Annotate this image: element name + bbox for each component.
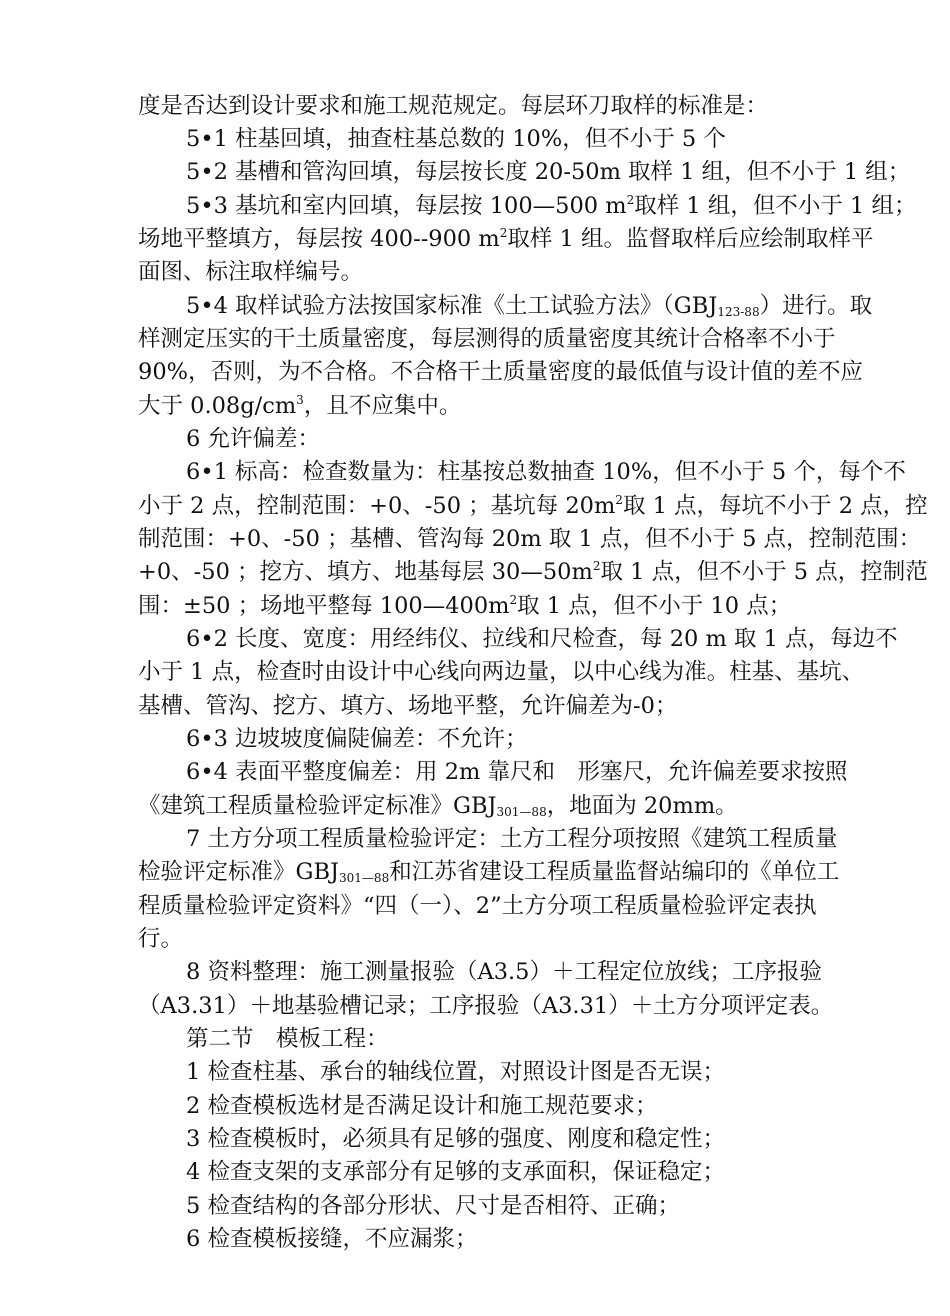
line-content [186,289,872,323]
text-line [0,89,950,123]
line-content [186,1055,725,1089]
text-segment: 和江苏省建设工程质量监督站编印的《单位工 [389,859,840,885]
text-segment: 取 1 点，但不小于 10 点； [517,593,792,619]
line-content [186,1155,725,1189]
text-segment: 1 检查柱基、承台的轴线位置，对照设计图是否无误； [186,1059,725,1085]
superscript: 2 [509,593,518,607]
text-line [0,489,950,523]
line-content [138,322,836,356]
superscript: 2 [615,493,623,507]
text-segment: 8 资料整理：施工测量报验（A3.5）＋工程定位放线；工序报验 [186,959,822,985]
text-segment: 程质量检验评定资料》“四（一）、2”土方分项工程质量检验评定表执 [138,893,817,919]
text-line [0,1155,950,1189]
line-content [138,555,928,589]
subscript: 301—88 [339,871,390,885]
text-line [0,1122,950,1156]
line-content [186,1089,657,1123]
text-segment: ，地面为 20mm。 [546,793,738,819]
text-segment: 行。 [138,926,184,952]
line-content [186,755,848,789]
superscript: 2 [592,559,601,573]
text-line [0,1055,950,1089]
line-content [186,1189,680,1223]
text-line [0,589,950,623]
line-content [138,655,864,689]
text-line [0,155,950,189]
text-line [0,1089,950,1123]
superscript: 2 [499,226,508,240]
line-content [186,1222,477,1256]
text-segment: 6•3 边坡坡度偏陡偏差：不允许； [186,726,528,752]
text-line [0,455,950,489]
text-segment: 度是否达到设计要求和施工规范规定。每层环刀取样的标准是： [138,93,769,119]
text-segment: 围：±50 ；场地平整每 100—400m [138,593,510,619]
text-segment: 检验评定标准》GBJ [138,859,340,885]
line-content [186,622,898,656]
text-line [0,922,950,956]
text-segment: 《建筑工程质量检验评定标准》GBJ [138,793,497,819]
superscript: 3 [296,393,304,407]
line-content [186,1022,389,1056]
line-content [186,455,906,489]
subscript: 123-88 [717,305,760,319]
text-line [0,522,950,556]
text-line [0,655,950,689]
text-segment: 5•2 基槽和管沟回填，每层按长度 20-50m 取样 1 组，但不小于 1 组； [186,159,911,185]
text-line [0,1189,950,1223]
text-line [0,689,950,723]
text-segment: （A3.31）＋地基验槽记录；工序报验（A3.31）＋土方分项评定表。 [138,993,834,1019]
text-line [0,789,950,823]
text-line [0,722,950,756]
text-segment: +0、-50 ；挖方、填方、地基每层 30—50m [138,559,593,585]
text-segment: 6•2 长度、宽度：用经纬仪、拉线和尺检查，每 20 m 取 1 点，每边不 [186,626,898,652]
text-line [0,889,950,923]
text-line [0,189,950,223]
text-segment: 6•1 标高：检查数量为：柱基按总数抽查 10%，但不小于 5 个，每个不 [186,459,906,485]
text-segment: ）进行。取 [759,293,873,319]
text-segment: 2 检查模板选材是否满足设计和施工规范要求； [186,1093,658,1119]
text-line [0,255,950,289]
text-segment: 小于 2 点，控制范围：+0、-50 ；基坑每 20m [138,493,616,519]
line-content [138,689,677,723]
text-line [0,355,950,389]
line-content [138,855,839,889]
superscript: 2 [626,193,635,207]
text-line [0,122,950,156]
text-segment: 6 允许偏差： [186,426,320,452]
line-content [186,1122,725,1156]
line-content [186,189,916,223]
line-content [138,889,817,923]
line-content [138,589,791,623]
text-segment: 样测定压实的干土质量密度，每层测得的质量密度其统计合格率不小于 [138,326,836,352]
text-segment: 大于 0.08g/cm [138,393,297,419]
text-segment: 5 检查结构的各部分形状、尺寸是否相符、正确； [186,1193,680,1219]
text-line [0,822,950,856]
text-line [0,989,950,1023]
line-content [138,355,863,389]
text-segment: 5•3 基坑和室内回填，每层按 100—500 m [186,193,627,219]
text-segment: 90%，否则，为不合格。不合格干土质量密度的最低值与设计值的差不应 [138,359,864,385]
text-line [0,1222,950,1256]
text-line [0,755,950,789]
text-segment: ，且不应集中。 [303,393,462,419]
line-content [186,422,320,456]
text-segment: 第二节 模板工程： [186,1026,389,1052]
line-content [138,489,928,523]
line-content [138,89,768,123]
line-content [138,922,183,956]
line-content [186,822,837,856]
text-segment: 取样 1 组，但不小于 1 组； [634,193,917,219]
line-content [186,155,910,189]
text-segment: 场地平整填方，每层按 400--900 m [138,226,500,252]
text-line [0,555,950,589]
section-heading [0,1022,950,1056]
text-line [0,422,950,456]
text-segment: 6 检查模板接缝，不应漏浆； [186,1226,478,1252]
text-segment: 面图、标注取样编号。 [138,259,364,285]
line-content [138,222,874,256]
line-content [138,522,921,556]
text-segment: 取 1 点，但不小于 5 点，控制范 [600,559,928,585]
text-line [0,955,950,989]
text-segment: 5•1 柱基回填，抽查柱基总数的 10%，但不小于 5 个 [186,126,726,152]
line-content [138,389,461,423]
text-line [0,389,950,423]
text-segment: 4 检查支架的支承部分有足够的支承面积，保证稳定； [186,1159,725,1185]
text-line [0,622,950,656]
text-line [0,855,950,889]
text-segment: 基槽、管沟、挖方、填方、场地平整，允许偏差为-0； [138,693,678,719]
text-segment: 小于 1 点，检查时由设计中心线向两边量，以中心线为准。柱基、基坑、 [138,659,865,685]
line-content [138,255,363,289]
text-segment: 5•4 取样试验方法按国家标准《土工试验方法》（GBJ [186,293,718,319]
subscript: 301—88 [496,805,547,819]
text-segment: 取样 1 组。监督取样后应绘制取样平 [507,226,874,252]
text-segment: 6•4 表面平整度偏差：用 2m 靠尺和 形塞尺，允许偏差要求按照 [186,759,848,785]
text-segment: 7 土方分项工程质量检验评定：土方工程分项按照《建筑工程质量 [186,826,838,852]
line-content [138,789,738,823]
line-content [186,955,822,989]
line-content [138,989,833,1023]
line-content [186,122,726,156]
text-segment: 制范围：+0、-50 ；基槽、管沟每 20m 取 1 点，但不小于 5 点，控制范围： [138,526,922,552]
text-line [0,289,950,323]
text-segment: 取 1 点，每坑不小于 2 点，控 [622,493,928,519]
text-line [0,322,950,356]
text-segment: 3 检查模板时，必须具有足够的强度、刚度和稳定性； [186,1126,725,1152]
text-line [0,222,950,256]
line-content [186,722,528,756]
